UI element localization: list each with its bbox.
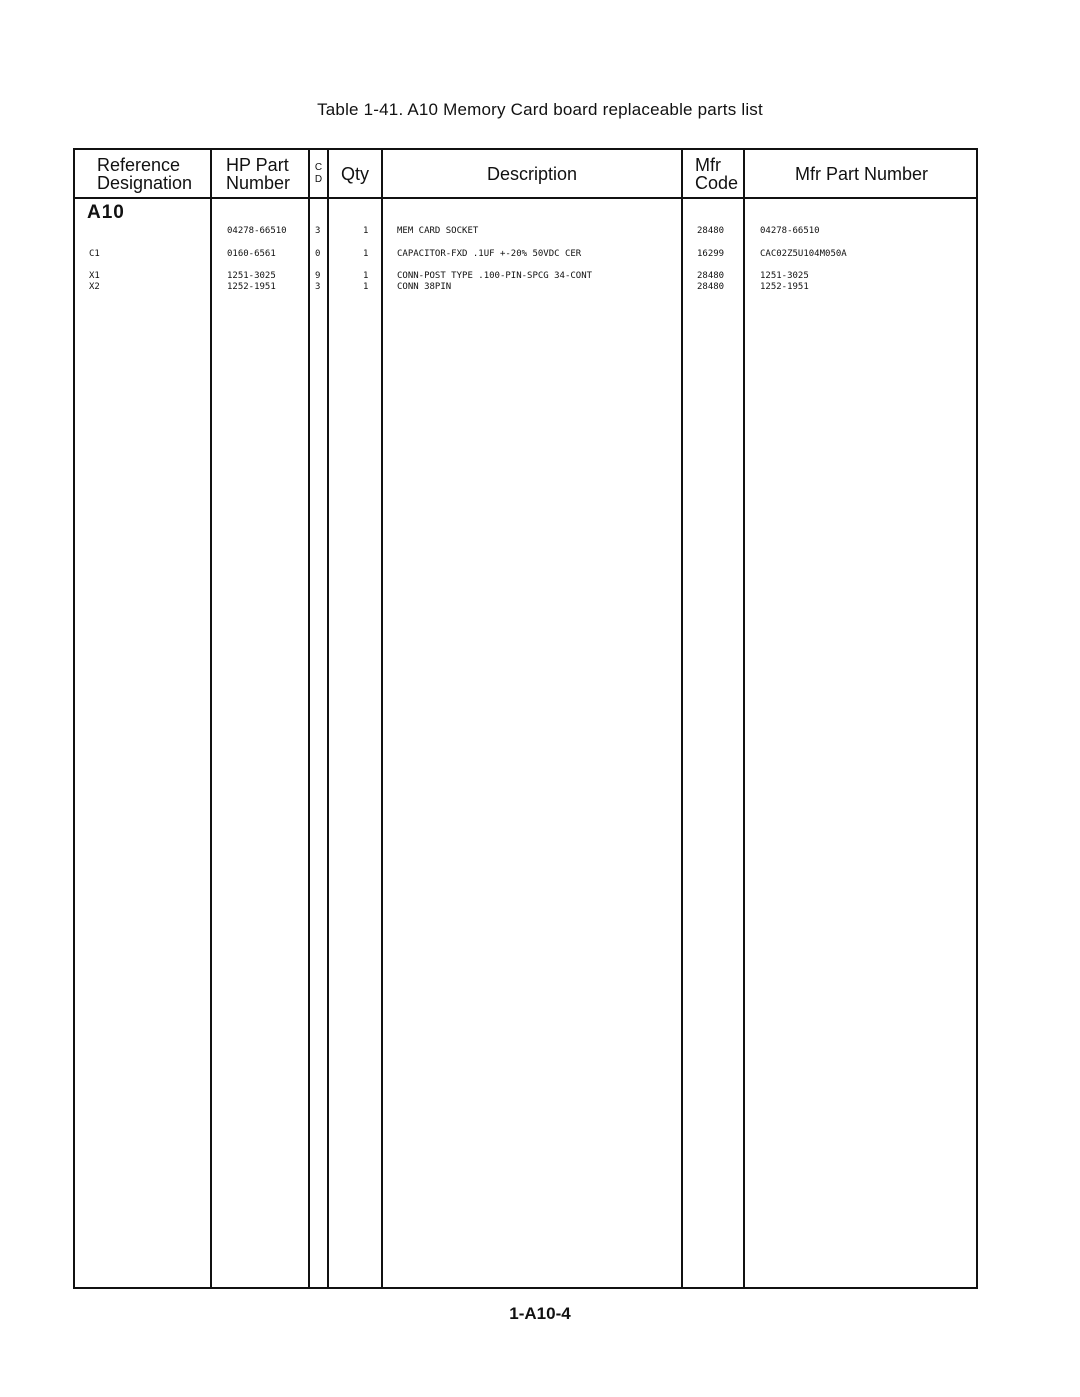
table-row: [75, 248, 976, 260]
table-row: [75, 225, 976, 237]
cell-description: CONN 38PIN: [397, 282, 452, 292]
section-label: A10: [87, 202, 125, 223]
header-qty: [329, 150, 381, 197]
cell-cd: 3: [315, 226, 321, 236]
header-ref-line2: Designation: [97, 172, 193, 193]
cell-mfr-code: 28480: [697, 271, 725, 281]
page-number: 1-A10-4: [509, 1304, 571, 1323]
header-mfr-code-line1: Mfr: [695, 154, 721, 175]
header-mfr-code-line2: Code: [695, 172, 739, 193]
header-cd: [310, 150, 327, 197]
header-description: [383, 150, 681, 197]
header-ref-line1: Reference: [97, 154, 181, 175]
column-divider: [681, 150, 683, 1287]
cell-ref: C1: [89, 249, 100, 259]
cell-mfr-part: 04278-66510: [760, 226, 820, 236]
cell-cd: 3: [315, 282, 321, 292]
cell-qty: 1: [363, 282, 369, 292]
cell-hp-part: 0160-6561: [227, 249, 276, 259]
cell-description: MEM CARD SOCKET: [397, 226, 479, 236]
table-row: [75, 281, 976, 293]
cell-hp-part: 04278-66510: [227, 226, 287, 236]
cell-cd: 9: [315, 271, 321, 281]
cell-hp-part: 1252-1951: [227, 282, 276, 292]
column-divider: [743, 150, 745, 1287]
cell-ref: X2: [89, 282, 100, 292]
cell-qty: 1: [363, 226, 369, 236]
header-mfr-code: [695, 150, 743, 197]
cell-mfr-code: 16299: [697, 249, 725, 259]
parts-table: [73, 148, 978, 1289]
cell-ref: X1: [89, 271, 100, 281]
header-reference-designation: [97, 150, 207, 197]
header-description-label: Description: [486, 163, 578, 184]
cell-description: CAPACITOR-FXD .1UF +-20% 50VDC CER: [397, 249, 582, 259]
cell-qty: 1: [363, 249, 369, 259]
header-qty-label: Qty: [340, 163, 369, 184]
cell-mfr-part: 1252-1951: [760, 282, 809, 292]
cell-mfr-part: 1251-3025: [760, 271, 809, 281]
column-divider: [210, 150, 212, 1287]
header-hp-part-number: [226, 150, 306, 197]
cell-description: CONN-POST TYPE .100-PIN-SPCG 34-CONT: [397, 271, 593, 281]
header-hp-line1: HP Part: [226, 154, 289, 175]
cell-mfr-part: CAC02Z5U104M050A: [760, 249, 847, 259]
cell-cd: 0: [315, 249, 321, 259]
header-hp-line2: Number: [226, 172, 291, 193]
table-caption: Table 1-41. A10 Memory Card board replaceable parts list: [317, 100, 763, 119]
cell-mfr-code: 28480: [697, 226, 725, 236]
header-cd-line2: D: [314, 173, 323, 185]
header-mfr-part-number-label: Mfr Part Number: [794, 163, 929, 184]
cell-qty: 1: [363, 271, 369, 281]
header-mfr-part-number: [745, 150, 978, 197]
cell-hp-part: 1251-3025: [227, 271, 276, 281]
header-cd-line1: C: [314, 161, 323, 173]
column-divider: [327, 150, 329, 1287]
column-divider: [308, 150, 310, 1287]
column-divider: [381, 150, 383, 1287]
cell-mfr-code: 28480: [697, 282, 725, 292]
